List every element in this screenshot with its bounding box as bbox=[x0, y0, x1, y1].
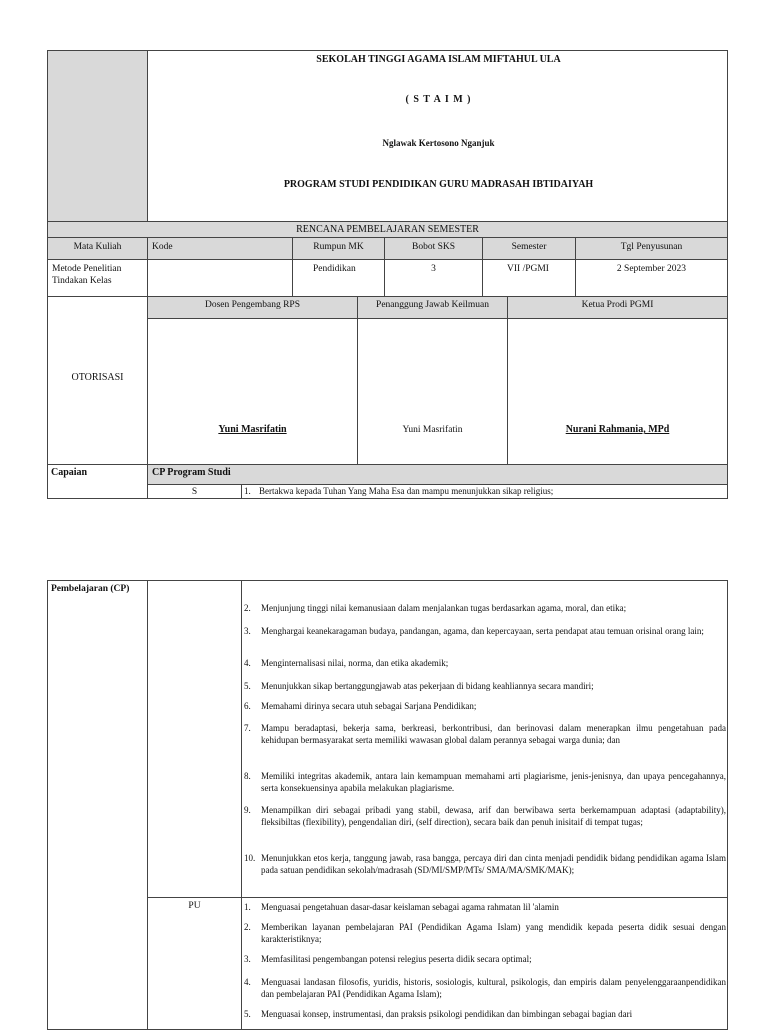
s-item-10 bbox=[244, 852, 726, 876]
s-continued-code-cell bbox=[147, 580, 242, 898]
auth-cell-penanggung bbox=[357, 318, 508, 465]
s-item-5-text: Menunjukkan sikap bertanggungjawab atas pekerjaan di bidang keahliannya secara mandiri; bbox=[261, 681, 594, 691]
course-header-tgl: Tgl Penyusunan bbox=[575, 237, 728, 260]
s-item-3-num: 3. bbox=[244, 626, 251, 636]
s-item-10-num: 10. bbox=[244, 853, 256, 863]
s-item-7 bbox=[244, 722, 726, 746]
course-sks: 3 bbox=[384, 259, 483, 297]
auth-name-ketua: Nurani Rahmania, MPd bbox=[565, 424, 670, 435]
s-item-3-text: Menghargai keanekaragaman budaya, pandangan, agama, dan kepercayaan, serta pendapat atau temuan orisinal orang lain; bbox=[261, 626, 704, 636]
s-item-9 bbox=[244, 804, 726, 828]
s-item-4 bbox=[244, 657, 726, 669]
course-header-mata-kuliah: Mata Kuliah bbox=[47, 237, 148, 260]
s-item-8-num: 8. bbox=[244, 771, 251, 781]
s-item-9-text-content: Menampilkan diri sebagai pribadi yang stabil, dewasa, arif dan berwibawa serta berkemampuan adaptasi (adaptability), fleksibiltas (flexibility), pengendalian diri, (self direction), secara baik dan penuh inisitaif di tempat tugas; bbox=[261, 805, 726, 827]
s-item-4-text: Menginternalisasi nilai, norma, dan etika akademik; bbox=[261, 658, 449, 668]
course-code bbox=[147, 259, 293, 297]
study-program: PROGRAM STUDI PENDIDIKAN GURU MADRASAH IBTIDAIYAH bbox=[283, 179, 594, 190]
auth-cell-dosen bbox=[147, 318, 358, 465]
s-item-10-text: Menunjukkan etos kerja, tanggung jawab, rasa bangga, percaya diri dan cinta menjadi pendidik bidang pendidikan agama Islam pada satuan pendidikan sekolah/madrasah (SD/MI/SMP/MTs/ SMA/MA/SMK/MAK); bbox=[261, 853, 726, 875]
s-code-cell: S bbox=[147, 484, 242, 499]
s-item-6-text: Memahami dirinya secara utuh sebagai Sarjana Pendidikan; bbox=[261, 701, 477, 711]
pu-item-4 bbox=[244, 976, 726, 1000]
header-cell bbox=[147, 50, 728, 222]
otorisasi-cell bbox=[47, 296, 148, 465]
s-item-8 bbox=[244, 770, 726, 794]
s-item-9-num: 9. bbox=[244, 805, 251, 815]
course-date: 2 September 2023 bbox=[575, 259, 728, 297]
course-semester: VII /PGMI bbox=[482, 259, 576, 297]
pu-item-1-num: 1. bbox=[244, 902, 251, 912]
cp-label-cell bbox=[47, 580, 148, 1030]
auth-header-ketua: Ketua Prodi PGMI bbox=[507, 296, 728, 319]
otorisasi-label: OTORISASI bbox=[71, 372, 124, 383]
s-item-1-num: 1. bbox=[244, 486, 251, 496]
course-header-kode: Kode bbox=[147, 237, 293, 260]
pu-item-2-text: Memberikan layanan pembelajaran PAI (Pendidikan Agama Islam) yang mendidik kepada peserta didik sesuai dengan karakteristiknya; bbox=[261, 922, 726, 944]
course-name: Metode Penelitian Tindakan Kelas bbox=[47, 259, 148, 297]
s-item-2-text: Menjunjung tinggi nilai kemanusiaan dalam menjalankan tugas berdasarkan agama, moral, dan etika; bbox=[261, 603, 627, 613]
s-item-1 bbox=[244, 486, 726, 497]
cp-label: Pembelajaran (CP) bbox=[51, 584, 130, 594]
pu-item-1 bbox=[244, 901, 726, 913]
auth-cell-ketua bbox=[507, 318, 728, 465]
pu-item-1-text: Menguasai pengetahuan dasar-dasar keislaman sebagai agama rahmatan lil 'alamin bbox=[261, 902, 559, 912]
pu-item-5 bbox=[244, 1008, 726, 1020]
s-item-5 bbox=[244, 680, 726, 692]
course-header-rumpun: Rumpun MK bbox=[292, 237, 385, 260]
s-item-7-text: Mampu beradaptasi, bekerja sama, berkreasi, berkontribusi, dan berinovasi dalam menerapkan ilmu pengetahuan pada kehidupan bermasyarakat serta memiliki wawasan global dalam perannya sebagai warga dunia; dan bbox=[261, 723, 726, 745]
institution-name: SEKOLAH TINGGI AGAMA ISLAM MIFTAHUL ULA bbox=[316, 54, 561, 65]
pu-item-5-text: Menguasai konsep, instrumentasi, dan praksis psikologi pendidikan dan bimbingan sebagai bagian dari bbox=[261, 1009, 633, 1019]
rps-title: RENCANA PEMBELAJARAN SEMESTER bbox=[47, 221, 728, 238]
auth-header-dosen: Dosen Pengembang RPS bbox=[147, 296, 358, 319]
capaian-label: Capaian bbox=[51, 467, 88, 478]
s-item-3 bbox=[244, 625, 726, 637]
header-left-cell bbox=[47, 50, 148, 222]
s-item-5-num: 5. bbox=[244, 681, 251, 691]
pu-item-4-num: 4. bbox=[244, 977, 251, 987]
auth-name-dosen: Yuni Masrifatin bbox=[218, 424, 287, 435]
auth-name-penanggung: Yuni Masrifatin bbox=[402, 425, 463, 435]
capaian-cell bbox=[47, 464, 148, 499]
s-item-2 bbox=[244, 602, 726, 614]
auth-header-penanggung: Penanggung Jawab Keilmuan bbox=[357, 296, 508, 319]
pu-code-cell: PU bbox=[147, 897, 242, 1030]
pu-item-2-num: 2. bbox=[244, 922, 251, 932]
cp-program-header: CP Program Studi bbox=[147, 464, 728, 485]
pu-item-3 bbox=[244, 953, 726, 965]
pu-item-3-text: Memfasilitasi pengembangan potensi relegius peserta didik secara optimal; bbox=[261, 954, 532, 964]
pu-item-4-text: Menguasai landasan filosofis, yuridis, historis, sosiologis, kultural, psikologis, dan empiris dalam penyelenggaraanpendidikan dan pembelajaran PAI (Pendidikan Agama Islam); bbox=[261, 977, 726, 999]
s-item-6 bbox=[244, 700, 726, 712]
pu-item-2 bbox=[244, 921, 726, 945]
s-item-4-num: 4. bbox=[244, 658, 251, 668]
s-item-7-num: 7. bbox=[244, 723, 251, 733]
institution-abbreviation: ( S T A I M ) bbox=[405, 94, 472, 105]
pu-item-5-num: 5. bbox=[244, 1009, 251, 1019]
s-item-2-num: 2. bbox=[244, 603, 251, 613]
course-header-semester: Semester bbox=[482, 237, 576, 260]
course-header-bobot: Bobot SKS bbox=[384, 237, 483, 260]
course-rumpun: Pendidikan bbox=[292, 259, 385, 297]
s-item-8-text: Memiliki integritas akademik, antara lain kemampuan memahami arti plagiarisme, jenis-jenisnya, dan upaya pencegahannya, serta konsekuensinya apabila melakukan plagiarisme. bbox=[261, 771, 726, 793]
s-item-1-text: Bertakwa kepada Tuhan Yang Maha Esa dan mampu menunjukkan sikap religius; bbox=[259, 486, 554, 496]
s-item-9-text bbox=[261, 804, 726, 828]
pu-item-3-num: 3. bbox=[244, 954, 251, 964]
institution-location: Nglawak Kertosono Nganjuk bbox=[382, 138, 495, 148]
s-item-6-num: 6. bbox=[244, 701, 251, 711]
